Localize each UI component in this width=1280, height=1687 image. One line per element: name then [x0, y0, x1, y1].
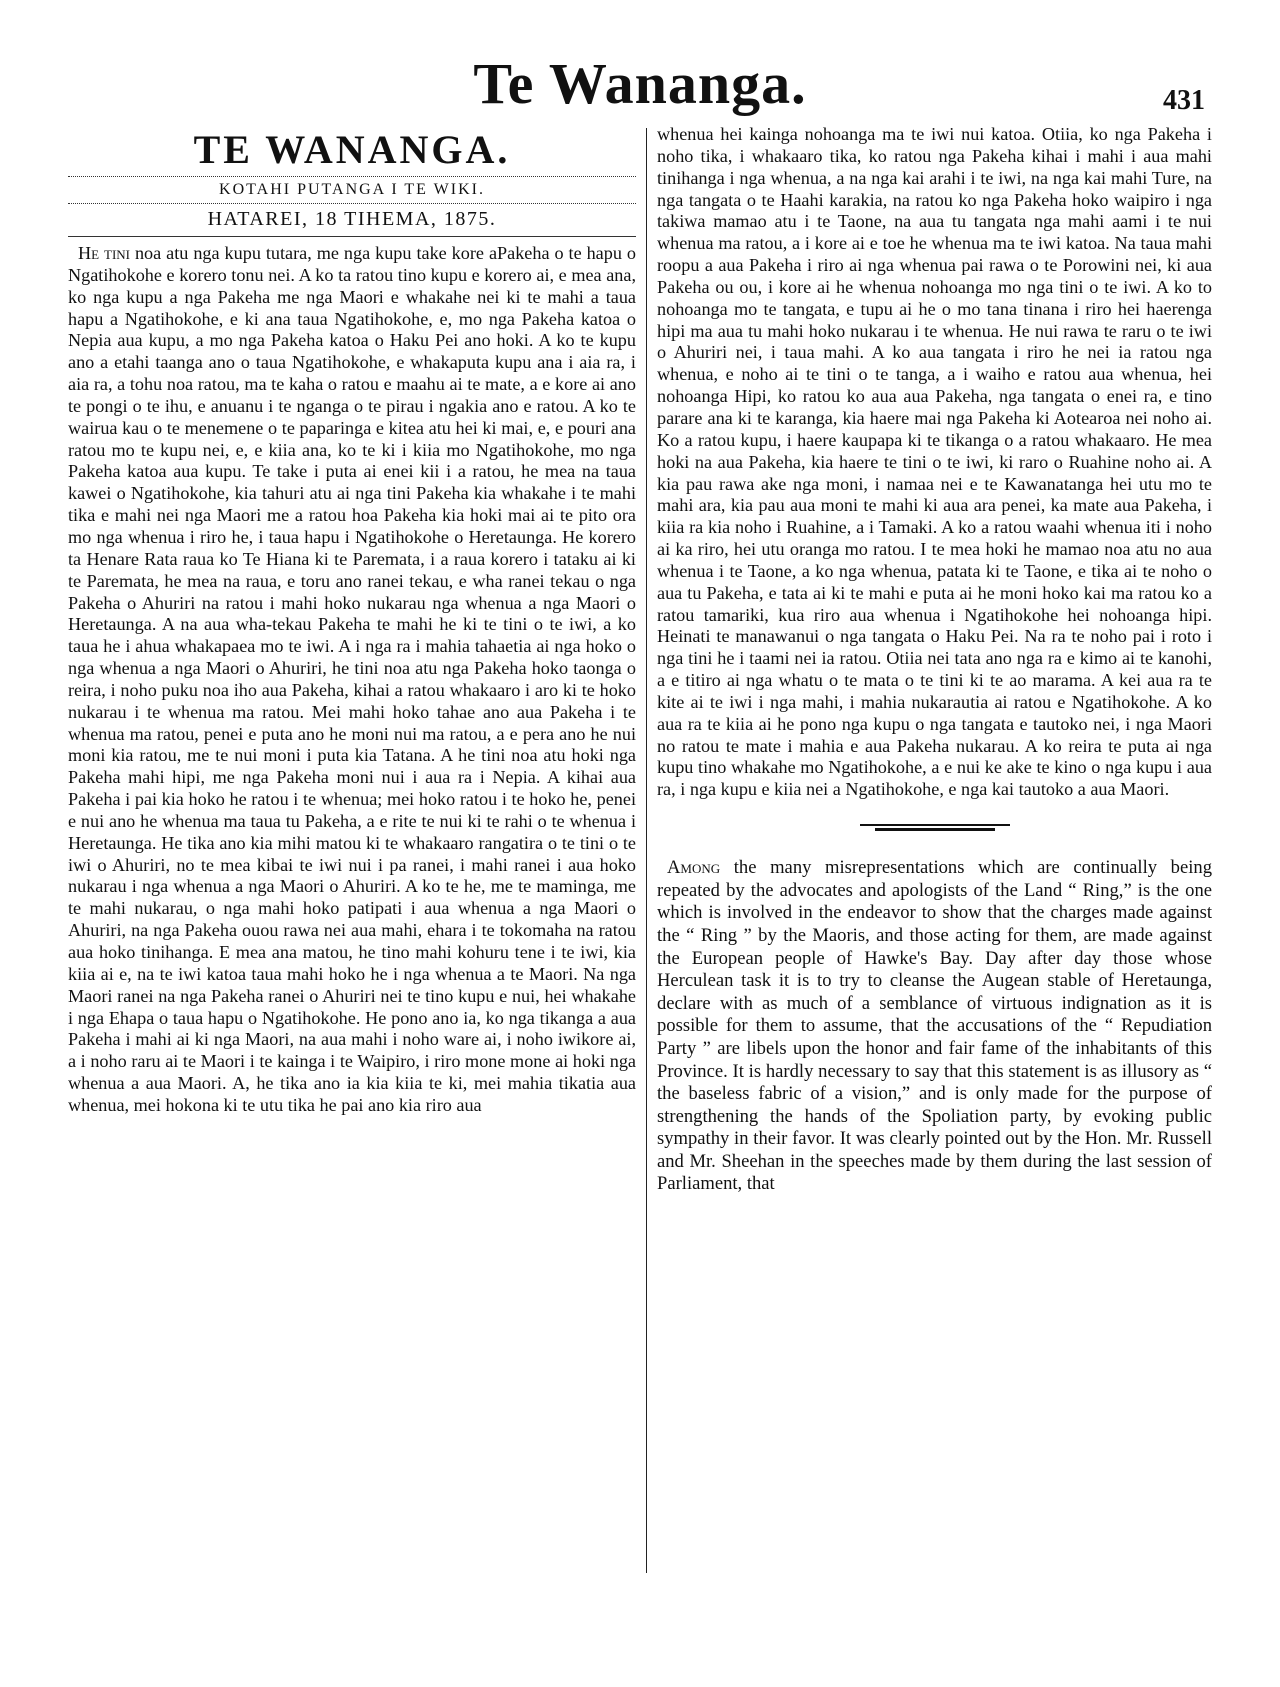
masthead-rule-top: [68, 176, 636, 177]
maori-editorial-right: whenua hei kainga nohoanga ma te iwi nui katoa. Otiia, ko nga Pakeha i noho tika, i whakaaro tika, ko ratou nga Pakeha kihai i mahi i aua mahi tinihanga i nga whenua, a na nga kai arahi i te iwi, na nga kai mahi Ture, na nga tangata o te Haahi karakia, na ratou ko nga Pakeha hoko waipiro i nga takiwa mamao atu i te Taone, na aua tu tangata nga mahi aami i te nui whenua ma ratou, a i kore ai e toe he whenua ma te iwi katoa. Na taua mahi roopu a aua Pakeha i riro ai nga whenua pai rawa o te Porowini nei, ki aua Pakeha ou ou, i kore ai he whenua nohoanga mo nga tini o te iwi. A ko to nohoanga mo te tangata, e tupu ai he o mo tana tinana i riro hei haerenga hipi ma aua tu mahi hoko nukarau i te whenua. He nui rawa te raru o te iwi o Ahuriri nei, i taua mahi. A ko aua tangata i riro he nei ia ratou nga whenua, e noho ai te tini o te tanga, a i waiho e ratou aua whenua, hei nohoanga Hipi, ko ratou ko aua aua Pakeha, nga tangata o enei ra, e tino parare ana ki te karanga, kia haere mai nga Pakeha ki Aotearoa nei noho ai. Ko a ratou kupu, i haere kaupapa ki te tikanga o a ratou whakaaro. He mea hoki na aua Pakeha, kia haere te tini o te iwi, ki raro o Ruahine noho ai. A kia pau rawa ake nga moni, i namaa nei e te Kawanatanga hei utu mo te mahi ara, kia pau aua moni te mahi ki aua ara penei, ka mate aua Pakeha, i kiia ra kia noho i Ruahine, a i Tamaki. A ko a ratou waahi whenua iti i noho ai ka riro, hei utu oranga mo ratou. I te mea hoki he mamao noa atu no aua whenua i te Taone, a ko nga whenua, patata ki te Taone, e tika ai te noho o aua tu Pakeha, e tata ai ki te mahi e puta ai he moni hoko kai ma ratou ko a ratou tamariki, kua riro aua whenua i Ngatihokohe hei nohoanga hipi. Heinati te manawanui o nga tangata o Haku Pei. Na ra te noho pai i roto i nga tini he i taami nei ia ratou. Otiia nei tata ano nga ra e kimo ai te kanohi, a e titiro ai nga whatu o te mata o te tini ki te ao marama. A kei aua ra te kite ai te iwi i nga mahi, i mahia nukarautia ai ratou e Ngatihokohe. A ko aua ra te kiia ai he pono nga kupu o nga tangata e tautoko nei, i nga Maori no ratou te mate i mahia e aua Pakeha nukarau. A ko reira te puta ai nga kupu tino whakahe mo Ngatihokohe, a e nui ke ake te kino o nga kupu i aua ra, i nga kupu e kiia nei a Ngatihokohe, e nga kai tautoko a aua Maori.: [657, 124, 1212, 800]
english-article: [657, 857, 1212, 1196]
maori-editorial-left: [68, 243, 636, 1117]
page-number: 431: [1163, 85, 1205, 116]
masthead-date: HATAREI, 18 TIHEMA, 1875.: [207, 208, 497, 230]
column-divider: [646, 128, 647, 1573]
masthead-subtitle: KOTAHI PUTANGA I TE WIKI.: [219, 181, 485, 198]
english-article-text: the many misrepresentations which are continually being repeated by the advocates and apologists of the Land “ Ring,” is the one which is involved in the endeavor to show that the charges made against the “ Ring ” by the Maoris, and those acting for them, are made against the European people of Hawke's Bay. Day after day those whose Herculean task it is to try to cleanse the Augean stable of Heretaunga, declare with as much of a semblance of virtuous indignation as it is possible for them to assume, that the accusations of the “ Repudiation Party ” are libels upon the honor and fair fame of the inhabitants of this Province. It is hardly necessary to say that this statement is as illusory as “ the baseless fabric of a vision,” and is only made for the purpose of strengthening the hands of the Spoliation party, by evoking public sympathy in their favor. It was clearly pointed out by the Hon. Mr. Russell and Mr. Sheehan in the speeches made by them during the last session of Parliament, that: [657, 857, 1212, 1195]
editorial-left-text: noa atu nga kupu tutara, me nga kupu take kore aPakeha o te hapu o Ngatihokohe e korero tonu nei. A ko ta ratou tino kupu e korero ai, e mea ana, ko nga kupu a nga Pakeha me nga Maori e whakahe nei ki te mahi a taua hapu a Ngatihokohe, e ki ana taua Ngatihokohe, e, mo nga Pakeha katoa o Nepia aua kupu, a mo nga Pakeha katoa o Haku Pei ano hoki. A ko te kupu ano a etahi taanga ano o taua Ngatihokohe, e whakaputa kupu ana i aia ra, i aia ra, a tohu noa ratou, ma te kaha o ratou e maahu ai te mate, a e kore ai ano te pongi o te ihu, e anuanu i te nganga o te pirau i ngakia ano e ratou. A ko te wairua kau o te menemene o te paparinga e kitea atu hei ki mai, e, e pouri ana ratou mo te kupu nei, e, e kiia ana, ko te ki i kiia mo Ngatihokohe, mo nga Pakeha katoa aua kupu. Te take i puta ai enei kii i a ratou, he mea na taua kawei o Ngatihokohe, kia tahuri atu ai nga tini Pakeha kia whakahe i te mahi tika e mahi nei nga Maori me a ratou hoa Pakeha kia hoki mai ai te pito ora mo nga whenua i riro he, i taua hapu i Ngatihokohe o Heretaunga. He korero ta Henare Rata raua ko Te Hiana ki te Paremata, i a raua korero i tataku ai ki te Paremata, he mea na raua, e toru ano ranei tekau, e wha ranei tekau o nga Pakeha o Ahuriri na ratou i mahi hoko nukarau nga whenua a nga Maori o Heretaunga. A na aua wha-tekau Pakeha te mahi he ki te tini o te iwi, a ko taua he i ahua whakapaea mo te iwi. A i nga ra i mahia tahaetia ai nga hoko o nga whenua a nga Maori o Ahuriri, he tini noa atu nga Pakeha hoko taonga o reira, i noho puku noa iho aua Pakeha, kihai a ratou whakaaro i aro ki te hoko nukarau i te whenua ma ratou. Mei mahi hoko tahae ano aua Pakeha i te whenua ma ratou, penei e puta ano he moni nui ma ratou, a e pera ano he nui moni kia ratou, me te nui moni i puta kia Tatana. A he tini noa atu hoki nga Pakeha mahi hipi, me nga Pakeha moni nui i aua ra i Nepia. A kihai aua Pakeha i pai kia hoko he ratou i te whenua; mei hoko ratou i te hoko he, penei e nui ano he whenua ma taua tu Pakeha, a e rite te nui ki te rahi o te whenua i Heretaunga. He tika ano kia mihi matou ki te whakaaro rangatira o te tini o te iwi o Ahuriri, no te mea kibai te iwi nui i pa ranei, i mahi ranei i aua hoko nukarau i nga whenua a nga Maori o Ahuriri. A ko te he, me te maminga, me te mahi nukarau, o nga mahi hoko patipati i aua whenua a nga Maori o Ahuriri, na nga Pakeha ouou rawa nei aua mahi, ehara i te tokomaha na ratou aua hoko tinihanga. E mea ana matou, he tino mahi kohuru tene i te iwi, kia kiia ai e, na te iwi katoa taua mahi hoko he i nga whenua a te Maori. Na nga Maori ranei na nga Pakeha ranei o Ahuriri nei te tino kupu e nui, hei whakahe i nga Ehapa o taua hapu o Ngatihokohe. He pono ano ia, ko nga tikanga a aua Pakeha i mahi ai ki nga Maori, na aua mahi i noho ware ai, i noho iwikore ai, a i noho raru ai te Maori i te kainga i te Waipiro, i riro mone mone ai hoki nga whenua a aua Maori. A, he tika ano ia kia kiia te ki, mei mahia tikatia aua whenua, mei hokona ki te utu tika he pai ano kia riro aua: [68, 243, 636, 1115]
running-title: Te Wananga.: [473, 51, 807, 116]
right-column: [657, 124, 1212, 1196]
masthead-title: TE WANANGA.: [193, 127, 511, 172]
masthead-rule-middle: [68, 203, 636, 204]
ornament-line-bottom: [875, 828, 995, 831]
masthead-rule-bottom: [68, 236, 636, 237]
section-ornament: [860, 823, 1010, 833]
ornament-line-top: [860, 824, 1010, 826]
english-lead-word: Among: [667, 857, 721, 879]
left-column: [68, 124, 636, 1117]
editorial-lead-word: He tini: [78, 243, 131, 263]
